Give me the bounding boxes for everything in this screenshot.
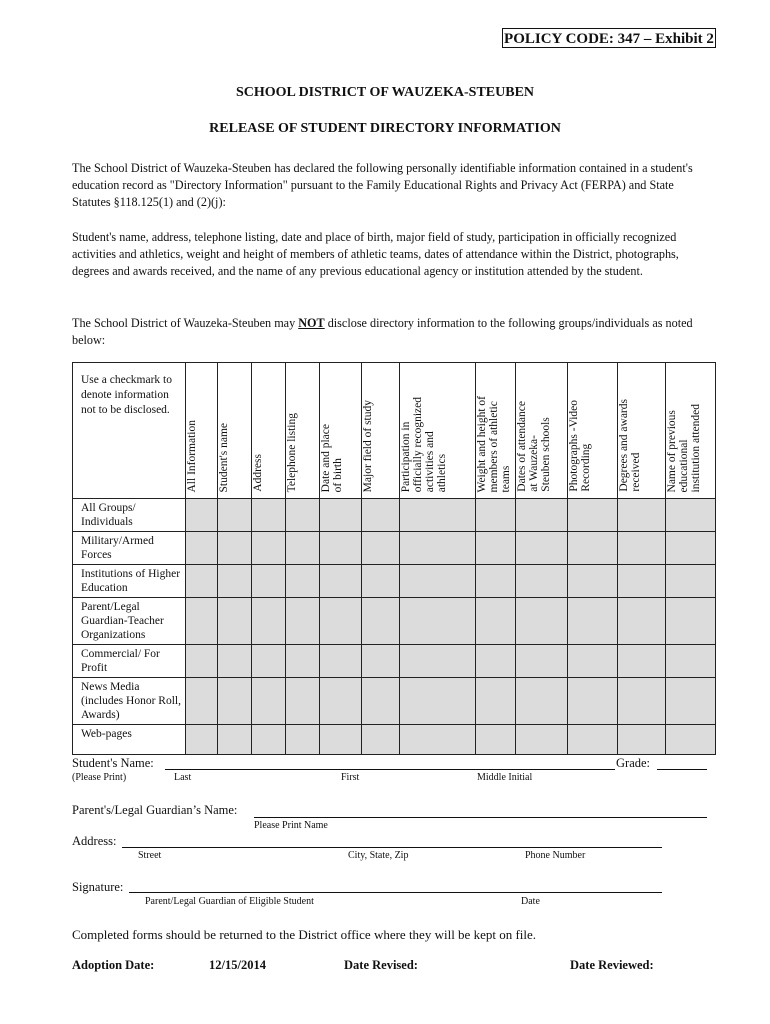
checkmark-cell[interactable] [568, 499, 618, 532]
column-header-label: Photographs -Video Recording [568, 400, 592, 492]
checkmark-cell[interactable] [362, 725, 400, 755]
column-header-label: Address [252, 454, 264, 492]
checkmark-cell[interactable] [286, 645, 320, 678]
intro-paragraph-1: The School District of Wauzeka-Steuben has declared the following personally identifiable information contained in a student's education record as "Directory Information" pursuant to the Family Educational Rights and Privacy Act (FERPA) and State Statutes §118.125(1) and (2)(j): [72, 161, 693, 209]
checkmark-cell[interactable] [618, 645, 666, 678]
checkmark-cell[interactable] [362, 598, 400, 645]
checkmark-cell[interactable] [476, 598, 516, 645]
checkmark-cell[interactable] [252, 499, 286, 532]
checkmark-cell[interactable] [400, 499, 476, 532]
column-header-label: Major field of study [362, 399, 374, 492]
column-header-label: Participation in officially recognized activities and athletics [400, 396, 448, 492]
checkmark-cell[interactable] [186, 532, 218, 565]
please-print-name-label: Please Print Name [254, 820, 328, 831]
first-label: First [341, 772, 360, 783]
checkmark-cell[interactable] [618, 499, 666, 532]
address-line[interactable] [122, 847, 662, 848]
checkmark-cell[interactable] [568, 598, 618, 645]
signature-label: Signature: [72, 880, 124, 894]
checkmark-cell[interactable] [252, 565, 286, 598]
checkmark-cell[interactable] [476, 645, 516, 678]
policy-code: POLICY CODE: 347 – Exhibit 2 [502, 28, 716, 48]
checkmark-cell[interactable] [286, 598, 320, 645]
checkmark-cell[interactable] [252, 678, 286, 725]
checkmark-cell[interactable] [362, 645, 400, 678]
checkmark-cell[interactable] [320, 725, 362, 755]
checkmark-cell[interactable] [286, 532, 320, 565]
parent-name-line[interactable] [254, 817, 707, 818]
checkmark-cell[interactable] [516, 532, 568, 565]
table-row [73, 598, 716, 645]
column-header [186, 363, 218, 499]
district-title: SCHOOL DISTRICT OF WAUZEKA-STEUBEN [235, 85, 535, 100]
checkmark-cell[interactable] [362, 499, 400, 532]
city-state-zip-label: City, State, Zip [348, 850, 409, 861]
column-header [568, 363, 618, 499]
row-label: News Media (includes Honor Roll, Awards) [73, 678, 186, 725]
row-label: Institutions of Higher Education [73, 565, 186, 598]
checkmark-cell[interactable] [400, 725, 476, 755]
phone-number-label: Phone Number [525, 850, 586, 861]
column-header [666, 363, 716, 499]
checkmark-cell[interactable] [516, 678, 568, 725]
checkmark-cell[interactable] [320, 532, 362, 565]
checkmark-cell[interactable] [568, 532, 618, 565]
checkmark-cell[interactable] [186, 565, 218, 598]
checkmark-cell[interactable] [516, 499, 568, 532]
table-row [73, 645, 716, 678]
date-revised-label: Date Revised: [344, 958, 418, 972]
checkmark-cell[interactable] [320, 565, 362, 598]
column-header [286, 363, 320, 499]
checkmark-cell[interactable] [516, 725, 568, 755]
checkmark-cell[interactable] [400, 565, 476, 598]
checkmark-cell[interactable] [218, 645, 252, 678]
column-header [252, 363, 286, 499]
column-header [362, 363, 400, 499]
column-header-label: Student's name [218, 422, 230, 492]
intro-paragraph-3: The School District of Wauzeka-Steuben may NOT disclose directory information to the following groups/individuals as noted below: [72, 316, 693, 347]
checkmark-cell[interactable] [568, 565, 618, 598]
table-row [73, 499, 716, 532]
row-label: Parent/Legal Guardian-Teacher Organizations [73, 598, 186, 645]
checkmark-cell[interactable] [320, 598, 362, 645]
checkmark-cell[interactable] [400, 645, 476, 678]
table-instruction: Use a checkmark to denote information not to be disclosed. [73, 363, 186, 499]
table-row [73, 532, 716, 565]
parent-name-label: Parent's/Legal Guardian’s Name: [72, 803, 238, 817]
checkmark-cell[interactable] [218, 532, 252, 565]
checkmark-cell[interactable] [218, 598, 252, 645]
checkmark-cell[interactable] [666, 532, 716, 565]
checkmark-cell[interactable] [618, 565, 666, 598]
checkmark-cell[interactable] [476, 678, 516, 725]
checkmark-cell[interactable] [286, 565, 320, 598]
checkmark-cell[interactable] [666, 678, 716, 725]
checkmark-cell[interactable] [186, 499, 218, 532]
checkmark-cell[interactable] [286, 725, 320, 755]
column-header-label: Weight and height of members of athletic teams [476, 395, 512, 492]
table-row [73, 678, 716, 725]
column-header [618, 363, 666, 499]
checkmark-cell[interactable] [666, 598, 716, 645]
checkmark-cell[interactable] [400, 678, 476, 725]
checkmark-cell[interactable] [362, 678, 400, 725]
signature-line[interactable] [129, 892, 662, 893]
column-header-label: All Information [186, 419, 198, 492]
checkmark-cell[interactable] [476, 725, 516, 755]
return-note: Completed forms should be returned to the District office where they will be kept on file. [72, 927, 537, 942]
column-header [400, 363, 476, 499]
signature-sublabel: Parent/Legal Guardian of Eligible Student [145, 896, 314, 907]
checkmark-cell[interactable] [362, 532, 400, 565]
checkmark-cell[interactable] [568, 678, 618, 725]
checkmark-cell[interactable] [252, 532, 286, 565]
date-label: Date [521, 896, 540, 907]
checkmark-cell[interactable] [286, 499, 320, 532]
checkmark-cell[interactable] [666, 645, 716, 678]
checkmark-cell[interactable] [186, 598, 218, 645]
please-print-label: (Please Print) [72, 772, 127, 783]
checkmark-cell[interactable] [516, 565, 568, 598]
checkmark-cell[interactable] [320, 645, 362, 678]
checkmark-cell[interactable] [516, 645, 568, 678]
checkmark-cell[interactable] [252, 725, 286, 755]
checkmark-cell[interactable] [252, 598, 286, 645]
checkmark-cell[interactable] [618, 725, 666, 755]
street-label: Street [138, 850, 162, 861]
column-header-label: Telephone listing [286, 412, 298, 492]
checkmark-cell[interactable] [218, 725, 252, 755]
column-header-label: Name of previous educational institution attended [666, 403, 702, 492]
checkmark-cell[interactable] [476, 565, 516, 598]
column-header [218, 363, 252, 499]
student-name-label: Student's Name: [72, 756, 154, 770]
date-reviewed-label: Date Reviewed: [570, 958, 654, 972]
checkmark-cell[interactable] [400, 598, 476, 645]
column-header-label: Degrees and awards received [618, 399, 642, 492]
checkmark-cell[interactable] [320, 499, 362, 532]
checkmark-cell[interactable] [218, 678, 252, 725]
table-row [73, 565, 716, 598]
checkmark-cell[interactable] [618, 678, 666, 725]
grade-label: Grade: [616, 756, 651, 770]
row-label: Commercial/ For Profit [73, 645, 186, 678]
checkmark-cell[interactable] [618, 598, 666, 645]
column-header [320, 363, 362, 499]
row-label: Web-pages [73, 725, 186, 755]
checkmark-cell[interactable] [218, 499, 252, 532]
checkmark-cell[interactable] [186, 725, 218, 755]
adoption-date-value: 12/15/2014 [209, 958, 266, 972]
column-header [516, 363, 568, 499]
table-row [73, 725, 716, 755]
grade-line[interactable] [657, 769, 707, 770]
student-name-line[interactable] [165, 769, 615, 770]
checkmark-cell[interactable] [320, 678, 362, 725]
checkmark-cell[interactable] [666, 565, 716, 598]
checkmark-cell[interactable] [666, 725, 716, 755]
not-emphasis: NOT [298, 316, 325, 330]
checkmark-cell[interactable] [186, 678, 218, 725]
checkmark-cell[interactable] [286, 678, 320, 725]
form-title: RELEASE OF STUDENT DIRECTORY INFORMATION [209, 121, 561, 136]
last-label: Last [174, 772, 192, 783]
column-header-label: Dates of attendance at Wauzeka- Steuben schools [516, 401, 552, 492]
checkmark-cell[interactable] [252, 645, 286, 678]
middle-initial-label: Middle Initial [477, 772, 533, 783]
checkmark-cell[interactable] [476, 499, 516, 532]
row-label: All Groups/ Individuals [73, 499, 186, 532]
checkmark-cell[interactable] [666, 499, 716, 532]
intro-paragraph-2: Student's name, address, telephone listing, date and place of birth, major field of study, participation in officially recognized activities and athletics, weight and height of members of athletic teams, dates of attendance within the District, photographs, degrees and awards received, and the name of any previous educational agency or institution attended by the student. [72, 230, 679, 278]
disclosure-table [72, 362, 716, 755]
checkmark-cell[interactable] [516, 598, 568, 645]
adoption-date-label: Adoption Date: [72, 958, 155, 972]
checkmark-cell[interactable] [362, 565, 400, 598]
checkmark-cell[interactable] [218, 565, 252, 598]
row-label: Military/Armed Forces [73, 532, 186, 565]
checkmark-cell[interactable] [400, 532, 476, 565]
checkmark-cell[interactable] [568, 725, 618, 755]
column-header-label: Date and place of birth [320, 423, 344, 492]
checkmark-cell[interactable] [618, 532, 666, 565]
address-label: Address: [72, 834, 117, 848]
column-header [476, 363, 516, 499]
checkmark-cell[interactable] [476, 532, 516, 565]
checkmark-cell[interactable] [568, 645, 618, 678]
checkmark-cell[interactable] [186, 645, 218, 678]
